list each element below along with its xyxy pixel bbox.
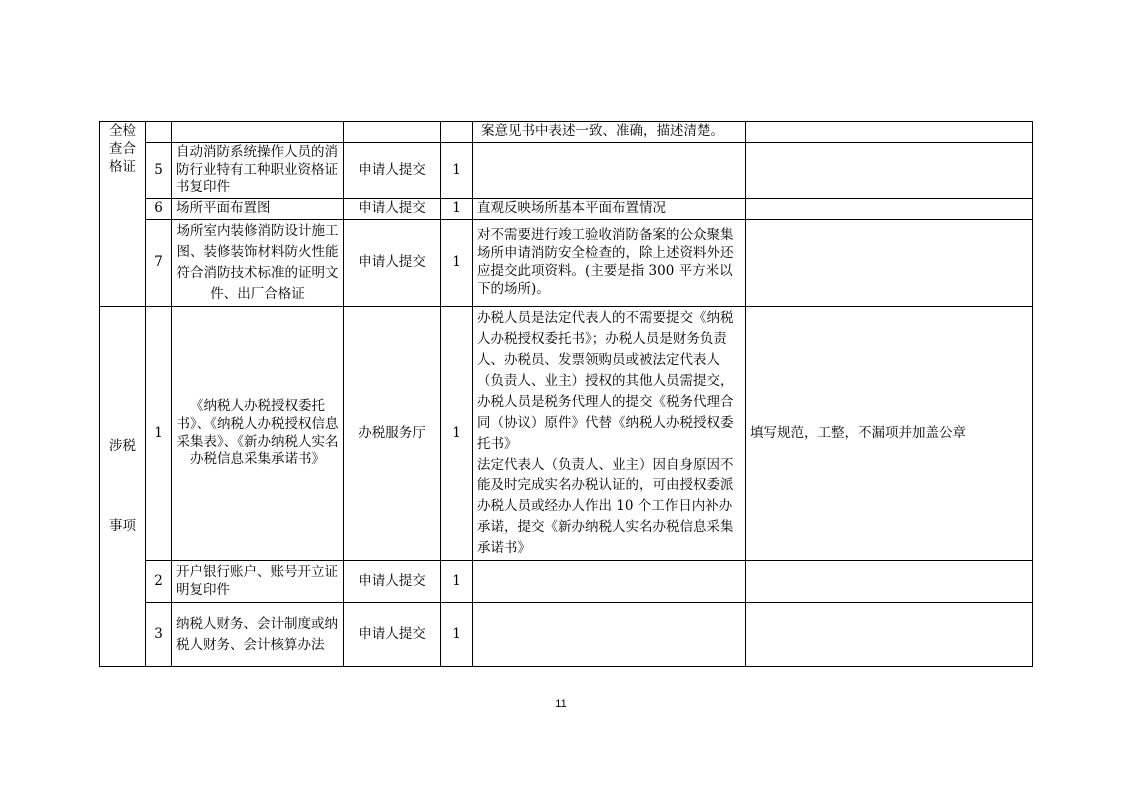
note-cell bbox=[746, 199, 1033, 220]
item-number: 7 bbox=[146, 220, 172, 307]
table-row bbox=[100, 199, 1033, 220]
table-row bbox=[100, 603, 1033, 667]
category-cell-tax bbox=[100, 307, 146, 667]
material-source: 申请人提交 bbox=[344, 199, 441, 220]
category-label: 格证 bbox=[109, 158, 136, 175]
table-cell bbox=[344, 122, 441, 143]
category-label: 查合 bbox=[109, 140, 136, 157]
copy-count: 1 bbox=[441, 603, 473, 667]
category-label: 涉税 bbox=[109, 437, 136, 454]
material-source: 申请人提交 bbox=[344, 142, 441, 198]
table-row bbox=[100, 307, 1033, 561]
material-name: 纳税人财务、会计制度或纳税人财务、会计核算办法 bbox=[172, 603, 344, 667]
requirement-cell bbox=[473, 307, 746, 561]
note-cell: 填写规范，工整，不漏项并加盖公章 bbox=[746, 307, 1033, 561]
note-cell bbox=[746, 142, 1033, 198]
material-source: 办税服务厅 bbox=[344, 307, 441, 561]
material-name: 开户银行账户、账号开立证明复印件 bbox=[172, 561, 344, 603]
requirement-text: 办税人员是法定代表人的不需要提交《纳税人办税授权委托书》；办税人员是财务负责人、办税员、发票领购员或被法定代表人（负责人、业主）授权的其他人员需提交，办税人员是税务代理人的提交《税务代理合同（协议）原件》代替《纳税人办税授权委托书》 bbox=[477, 310, 734, 452]
category-label: 全检 bbox=[109, 123, 136, 139]
category-gap bbox=[104, 456, 141, 518]
item-number: 1 bbox=[146, 307, 172, 561]
material-source: 申请人提交 bbox=[344, 561, 441, 603]
requirement-text: 法定代表人（负责人、业主）因自身原因不能及时完成实名办税认证的，可由授权委派办税人员或经办人作出 10 个工作日内补办承诺，提交《新办纳税人实名办税信息采集承诺书》 bbox=[477, 456, 734, 557]
table-row bbox=[100, 220, 1033, 307]
table-row bbox=[100, 142, 1033, 198]
item-number: 2 bbox=[146, 561, 172, 603]
requirement-cell bbox=[473, 603, 746, 667]
table-row bbox=[100, 122, 1033, 143]
material-name: 场所平面布置图 bbox=[172, 199, 344, 220]
material-source: 申请人提交 bbox=[344, 220, 441, 307]
copy-count: 1 bbox=[441, 142, 473, 198]
material-name: 场所室内装修消防设计施工图、装修装饰材料防火性能符合消防技术标准的证明文件、出厂合格证 bbox=[172, 220, 344, 307]
item-number: 6 bbox=[146, 199, 172, 220]
copy-count: 1 bbox=[441, 561, 473, 603]
requirement-cell bbox=[473, 561, 746, 603]
copy-count: 1 bbox=[441, 199, 473, 220]
table-row bbox=[100, 561, 1033, 603]
note-cell bbox=[746, 220, 1033, 307]
table-cell bbox=[746, 122, 1033, 143]
requirement-cell: 对不需要进行竣工验收消防备案的公众聚集场所申请消防安全检查的，除上述资料外还应提交此项资料。(主要是指 300 平方米以下的场所)。 bbox=[473, 220, 746, 307]
note-cell bbox=[746, 561, 1033, 603]
table-cell bbox=[441, 122, 473, 143]
item-number: 5 bbox=[146, 142, 172, 198]
requirements-table bbox=[99, 121, 1033, 667]
material-name: 《纳税人办税授权委托书》、《纳税人办税授权信息采集表》、《新办纳税人实名办税信息采集承诺书》 bbox=[172, 307, 344, 561]
table-cell bbox=[172, 122, 344, 143]
copy-count: 1 bbox=[441, 220, 473, 307]
requirement-cell: 案意见书中表述一致、准确，描述清楚。 bbox=[473, 122, 746, 143]
copy-count: 1 bbox=[441, 307, 473, 561]
table-cell bbox=[146, 122, 172, 143]
material-name: 自动消防系统操作人员的消防行业特有工种职业资格证书复印件 bbox=[172, 142, 344, 198]
category-cell-fire bbox=[100, 122, 146, 307]
category-label: 事项 bbox=[109, 517, 136, 534]
requirement-cell: 直观反映场所基本平面布置情况 bbox=[473, 199, 746, 220]
material-source: 申请人提交 bbox=[344, 603, 441, 667]
page-number: 11 bbox=[555, 698, 567, 710]
note-cell bbox=[746, 603, 1033, 667]
item-number: 3 bbox=[146, 603, 172, 667]
requirement-cell bbox=[473, 142, 746, 198]
